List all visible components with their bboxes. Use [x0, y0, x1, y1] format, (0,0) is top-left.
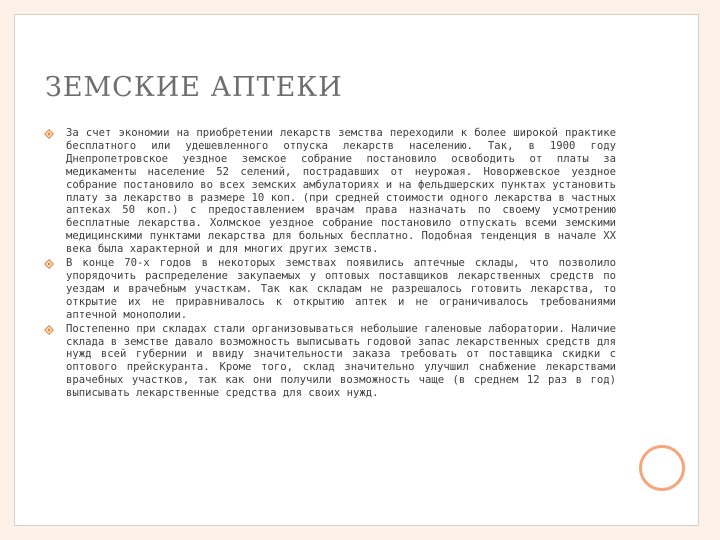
bullet-item	[44, 323, 616, 400]
diamond-bullet-icon	[44, 325, 54, 335]
bullet-text: В конце 70-х годов в некоторых земствах появились аптечные склады, что позволило упорядочить распределение закупаемых у оптовых поставщиков лекарственных средств по уездам и врачебным участкам. Так как складам не разрешалось готовить лекарства, то открытие их не приравнивалось к открытию аптек и не ограничивалось требованиями аптечной монополии.	[66, 257, 616, 321]
bullet-item	[44, 257, 616, 322]
diamond-bullet-icon	[44, 259, 54, 269]
bullet-item	[44, 127, 616, 256]
bullet-text: За счет экономии на приобретении лекарств земства переходили к более широкой практике бесплатного или удешевленного отпуска лекарств населению. Так, в 1900 году Днепропетровское уездное земское собрание постановило освободить от платы за медикаменты население 52 селений, пострадавших от неурожая. Новоржевское уездное собрание постановило во всех земских амбулаториях и на фельдшерских пунктах установить плату за лекарство в размере 10 коп. (при средней стоимости одного лекарства в частных аптеках 50 коп.) с предоставлением врачам права назначать по своему усмотрению бесплатные лекарства. Холмское уездное собрание постановило отпускать всеми земскими медицинскими пунктами лекарства для больных бесплатно. Подобная тенденция в начале XX века была характерной и для многих других земств.	[66, 127, 616, 256]
decorative-circle	[639, 445, 685, 491]
bullet-list	[44, 127, 616, 401]
diamond-bullet-icon	[44, 129, 54, 139]
bullet-text: Постепенно при складах стали организовываться небольшие галеновые лаборатории. Наличие склада в земстве давало возможность выписывать годовой запас лекарственных средств для нужд всей губернии и ввиду значительности заказа требовать от поставщика скидки с оптового прейскуранта. Кроме того, склад значительно улучшил снабжение лекарствами врачебных участков, так как они получили возможность чаще (в среднем 12 раз в год) выписывать лекарственные средства для своих нужд.	[66, 322, 616, 400]
slide-title: ЗЕМСКИЕ АПТЕКИ	[45, 72, 343, 103]
